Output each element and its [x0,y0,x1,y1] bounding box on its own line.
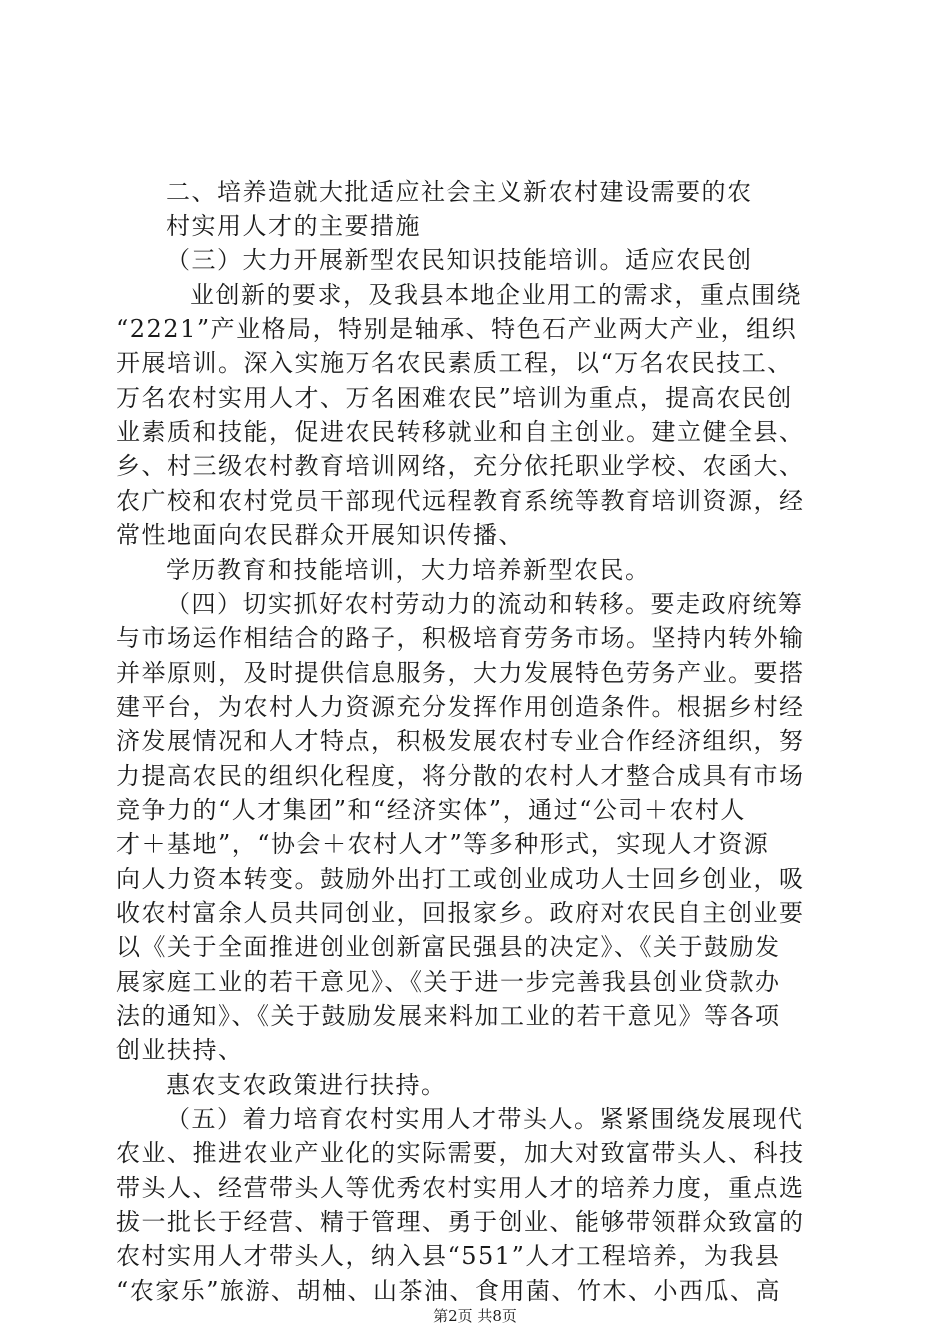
paragraph-line: 拔一批长于经营、精于管理、勇于创业、能够带领群众致富的 [116,1208,805,1236]
paragraph-line: 展家庭工业的若干意见》、《关于进一步完善我县创业贷款办 [116,968,781,996]
paragraph-line: 收农村富余人员共同创业，回报家乡。政府对农民自主创业要 [116,899,805,927]
paragraph-line: 竞争力的“人才集团”和“经济实体”，通过“公司＋农村人 [116,796,746,824]
paragraph-line: “2221”产业格局，特别是轴承、特色石产业两大产业，组织 [116,315,798,343]
paragraph-line: 业创新的要求，及我县本地企业用工的需求，重点围绕 [190,281,802,309]
paragraph-line: 业素质和技能，促进农民转移就业和自主创业。建立健全县、 [116,418,805,446]
paragraph-line: “农家乐”旅游、胡柚、山茶油、食用菌、竹木、小西瓜、高 [116,1277,782,1305]
heading-line: 村实用人才的主要措施 [166,212,421,240]
paragraph-line: 力提高农民的组织化程度，将分散的农村人才整合成具有市场 [116,762,805,790]
paragraph-line: 与市场运作相结合的路子，积极培育劳务市场。坚持内转外输 [116,624,805,652]
paragraph-line: （三）大力开展新型农民知识技能培训。适应农民创 [166,246,753,274]
paragraph-line: 带头人、经营带头人等优秀农村实用人才的培养力度，重点选 [116,1174,805,1202]
paragraph-line: 建平台，为农村人力资源充分发挥作用创造条件。根据乡村经 [116,693,805,721]
paragraph-line: 农村实用人才带头人，纳入县“551”人才工程培养，为我县 [116,1242,781,1270]
paragraph-line: 乡、村三级农村教育培训网络，充分依托职业学校、农函大、 [116,452,805,480]
paragraph-line: 农广校和农村党员干部现代远程教育系统等教育培训资源，经 [116,487,805,515]
paragraph-line: 以《关于全面推进创业创新富民强县的决定》、《关于鼓励发 [116,933,781,961]
heading-line: 二、培养造就大批适应社会主义新农村建设需要的农 [166,178,753,206]
paragraph-line: （四）切实抓好农村劳动力的流动和转移。要走政府统筹 [166,590,804,618]
paragraph-line: 开展培训。深入实施万名农民素质工程，以“万名农民技工、 [116,349,793,377]
paragraph-line: （五）着力培育农村实用人才带头人。紧紧围绕发展现代 [166,1105,804,1133]
paragraph-line: 常性地面向农民群众开展知识传播、 [116,521,524,549]
paragraph-line: 才＋基地”，“协会＋农村人才”等多种形式，实现人才资源 [116,830,770,858]
paragraph-line: 农业、推进农业产业化的实际需要，加大对致富带头人、科技 [116,1139,805,1167]
paragraph-line: 并举原则，及时提供信息服务，大力发展特色劳务产业。要搭 [116,659,805,687]
paragraph-line: 惠农支农政策进行扶持。 [166,1071,447,1099]
page-number-footer: 第2页 共8页 [433,1307,517,1325]
paragraph-line: 学历教育和技能培训，大力培养新型农民。 [166,556,651,584]
paragraph-line: 法的通知》、《关于鼓励发展来料加工业的若干意见》等各项 [116,1002,781,1030]
paragraph-line: 创业扶持、 [116,1036,244,1064]
paragraph-line: 济发展情况和人才特点，积极发展农村专业合作经济组织，努 [116,727,805,755]
paragraph-line: 向人力资本转变。鼓励外出打工或创业成功人士回乡创业，吸 [116,865,805,893]
paragraph-line: 万名农村实用人才、万名困难农民”培训为重点，提高农民创 [116,384,793,412]
